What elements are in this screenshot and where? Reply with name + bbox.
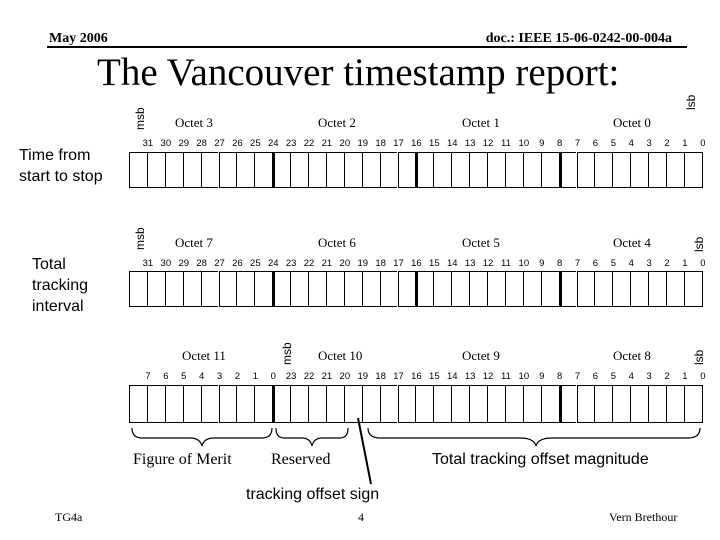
bit-number: 13 xyxy=(464,371,476,382)
lsb-label: lsb xyxy=(692,236,706,252)
bit-number: 24 xyxy=(267,258,279,269)
bit-number: 19 xyxy=(357,138,369,149)
slide-title: The Vancouver timestamp report: xyxy=(97,51,620,94)
bit-number: 6 xyxy=(592,258,599,269)
bit-number: 3 xyxy=(646,371,652,382)
bit-number: 1 xyxy=(682,138,688,149)
bit-number: 20 xyxy=(339,138,351,149)
bit-number: 17 xyxy=(393,138,404,149)
bit-number: 5 xyxy=(610,258,616,269)
bit-number: 2 xyxy=(664,138,670,149)
bit-number: 2 xyxy=(664,258,670,269)
reserved-brace xyxy=(276,428,348,446)
bit-number: 27 xyxy=(214,138,225,149)
bit-number: 8 xyxy=(556,258,563,269)
bit-number: 21 xyxy=(321,371,333,382)
bit-number: 6 xyxy=(592,138,599,149)
bit-number: 29 xyxy=(178,258,190,269)
bit-number: 18 xyxy=(375,138,386,149)
bit-number: 20 xyxy=(339,371,351,382)
bit-number: 5 xyxy=(181,371,187,382)
bit-number: 14 xyxy=(446,371,458,382)
sign-label: tracking offset sign xyxy=(246,486,380,503)
bit-number: 15 xyxy=(429,371,440,382)
bit-number: 2 xyxy=(234,371,241,382)
bit-number: 21 xyxy=(321,258,333,269)
bit-number: 0 xyxy=(700,258,706,269)
msb-label: msb xyxy=(133,107,147,130)
header-doc-id: doc.: IEEE 15-06-0242-00-004a xyxy=(485,31,672,46)
bit-number: 29 xyxy=(178,138,190,149)
bit-number: 23 xyxy=(285,371,297,382)
bit-number: 12 xyxy=(482,138,494,149)
bit-number: 22 xyxy=(303,138,315,149)
bit-number: 12 xyxy=(482,371,494,382)
figure-of-merit-label: Figure of Merit xyxy=(133,451,232,468)
bit-number: 4 xyxy=(628,258,634,269)
bit-number: 8 xyxy=(556,371,563,382)
octet-label: Octet 5 xyxy=(462,235,500,250)
bit-number: 17 xyxy=(393,258,404,269)
bit-number: 14 xyxy=(446,138,458,149)
bit-number: 1 xyxy=(682,258,688,269)
bit-number: 7 xyxy=(145,371,151,382)
bit-number: 4 xyxy=(628,371,634,382)
bit-number: 30 xyxy=(160,258,172,269)
bit-number: 21 xyxy=(321,138,333,149)
bit-number: 10 xyxy=(518,138,530,149)
bit-number: 23 xyxy=(285,138,297,149)
bit-number: 11 xyxy=(501,138,511,149)
bit-number: 11 xyxy=(501,258,511,269)
bit-number: 17 xyxy=(393,371,404,382)
bit-number: 18 xyxy=(375,258,386,269)
bit-number: 1 xyxy=(682,371,688,382)
bit-number: 28 xyxy=(196,138,207,149)
reserved-label: Reserved xyxy=(271,451,331,468)
lsb-label: lsb xyxy=(692,349,706,365)
octet-label: Octet 11 xyxy=(182,348,226,363)
bit-number: 20 xyxy=(339,258,351,269)
bit-number: 22 xyxy=(303,258,315,269)
octet-label: Octet 8 xyxy=(613,348,651,363)
bit-number: 0 xyxy=(270,371,276,382)
bit-number: 25 xyxy=(250,258,261,269)
bit-number: 6 xyxy=(163,371,169,382)
octet-label: Octet 3 xyxy=(175,115,213,130)
bit-number: 16 xyxy=(411,138,422,149)
bit-number: 4 xyxy=(628,138,634,149)
bit-number: 10 xyxy=(518,371,530,382)
sign-pointer-line xyxy=(358,418,371,484)
bit-number: 9 xyxy=(539,371,545,382)
bit-number: 8 xyxy=(556,138,563,149)
bit-number: 18 xyxy=(375,371,386,382)
bit-number: 23 xyxy=(285,258,297,269)
octet-label: Octet 10 xyxy=(318,348,363,363)
footer-group: TG4a xyxy=(55,510,83,524)
footer-page-number: 4 xyxy=(358,510,364,524)
bit-number: 6 xyxy=(592,371,599,382)
bit-number: 15 xyxy=(429,258,440,269)
bit-number: 5 xyxy=(610,371,616,382)
bit-number: 13 xyxy=(464,138,476,149)
bit-number: 9 xyxy=(539,138,545,149)
magnitude-brace xyxy=(368,428,700,446)
bit-number: 15 xyxy=(429,138,440,149)
figure-of-merit-brace xyxy=(132,428,272,446)
row-label-time-from-start: Time from start to stop xyxy=(19,147,103,185)
bit-number: 10 xyxy=(518,258,530,269)
msb-label: msb xyxy=(280,342,294,365)
bit-number: 3 xyxy=(216,371,223,382)
bit-number: 16 xyxy=(411,371,422,382)
bit-number: 3 xyxy=(646,258,652,269)
bit-number: 26 xyxy=(232,138,243,149)
octet-label: Octet 7 xyxy=(175,235,213,250)
bit-number: 3 xyxy=(646,138,652,149)
octet-label: Octet 4 xyxy=(613,235,651,250)
footer-author: Vern Brethour xyxy=(609,510,678,524)
bit-number: 7 xyxy=(574,371,581,382)
octet-label: Octet 0 xyxy=(613,115,651,130)
bit-number: 0 xyxy=(700,138,706,149)
bit-number: 2 xyxy=(664,371,670,382)
bit-number: 19 xyxy=(357,258,369,269)
bit-number: 14 xyxy=(446,258,458,269)
bit-number: 13 xyxy=(464,258,476,269)
bit-number: 16 xyxy=(411,258,422,269)
bit-number: 31 xyxy=(142,258,154,269)
bit-number: 0 xyxy=(700,371,706,382)
row-label-total-tracking-interval: Total tracking interval xyxy=(32,256,89,315)
bit-number: 24 xyxy=(267,138,279,149)
header-date: May 2006 xyxy=(49,31,108,46)
bit-number: 26 xyxy=(232,258,243,269)
bit-number: 19 xyxy=(357,371,369,382)
bit-number: 12 xyxy=(482,258,494,269)
bit-number: 4 xyxy=(198,371,205,382)
octet-label: Octet 1 xyxy=(462,115,500,130)
bit-number: 5 xyxy=(610,138,616,149)
bit-number: 1 xyxy=(252,371,258,382)
msb-label: msb xyxy=(133,227,147,250)
bit-number: 30 xyxy=(160,138,172,149)
octet-label: Octet 9 xyxy=(462,348,500,363)
bit-number: 7 xyxy=(574,258,581,269)
bit-number: 28 xyxy=(196,258,207,269)
bit-number: 31 xyxy=(142,138,154,149)
bit-number: 22 xyxy=(303,371,315,382)
octet-label: Octet 2 xyxy=(318,115,356,130)
octet-label: Octet 6 xyxy=(318,235,356,250)
bit-number: 27 xyxy=(214,258,225,269)
bit-number: 7 xyxy=(574,138,581,149)
bit-number: 11 xyxy=(501,371,511,382)
bit-number: 25 xyxy=(250,138,261,149)
magnitude-label: Total tracking offset magnitude xyxy=(432,451,649,468)
lsb-label: lsb xyxy=(684,94,698,110)
bit-number: 9 xyxy=(539,258,545,269)
